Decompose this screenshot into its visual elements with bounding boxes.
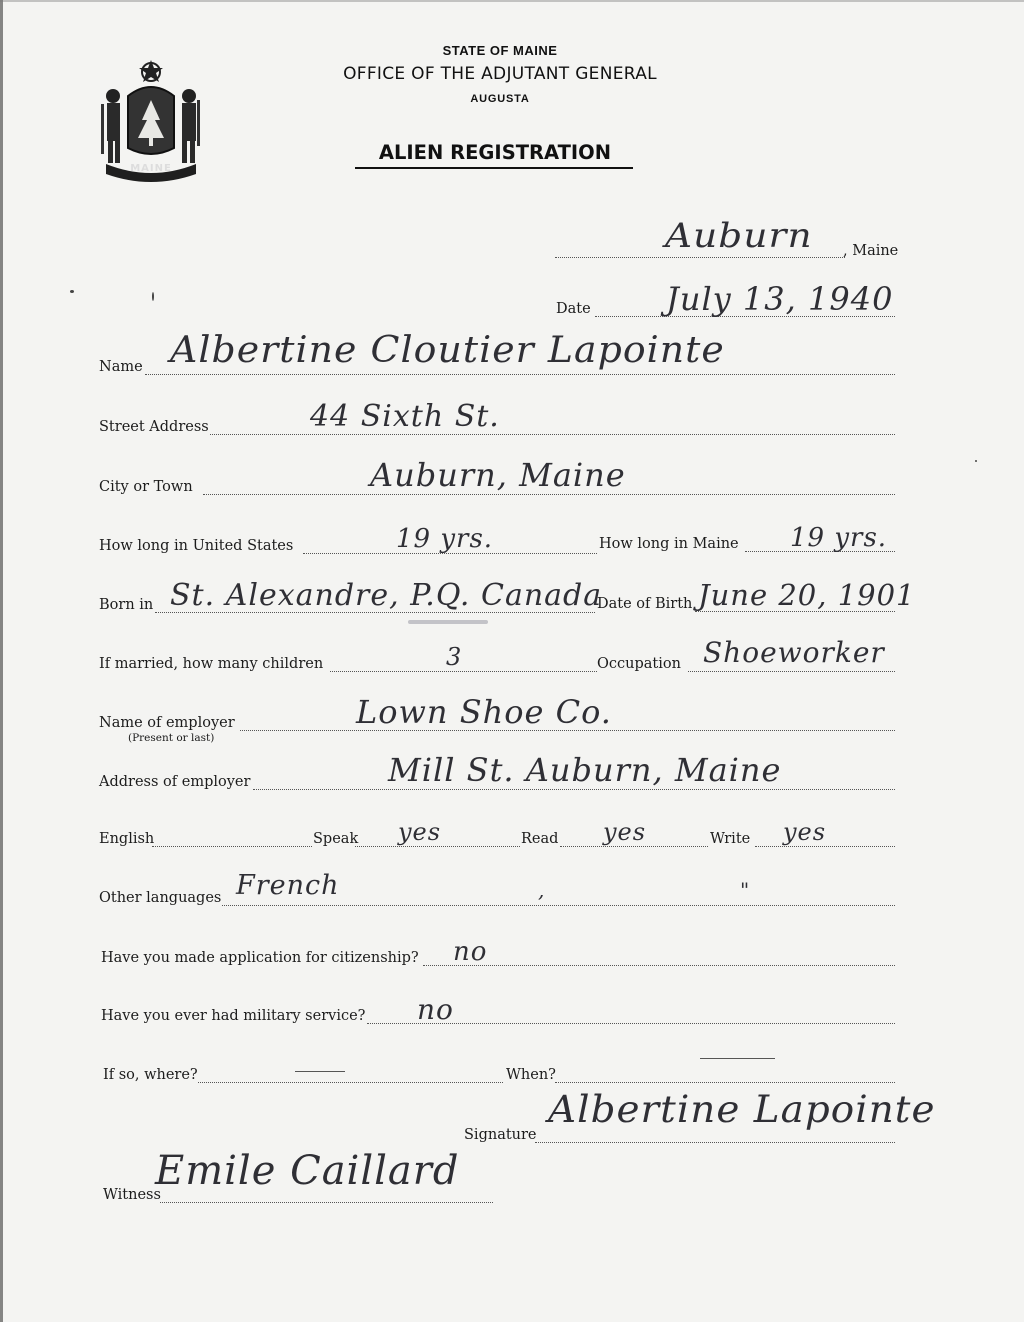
ditto-mark-2: " — [740, 878, 751, 902]
name-line — [145, 374, 895, 375]
occupation-value: Shoeworker — [703, 636, 885, 669]
street-label: Street Address — [99, 419, 209, 435]
employer-address-label: Address of employer — [99, 774, 251, 790]
city-line — [203, 494, 895, 495]
employer-label: Name of employer — [99, 715, 235, 731]
employer-value: Lown Shoe Co. — [356, 693, 612, 731]
when-line — [555, 1082, 895, 1083]
scan-edge-top — [0, 0, 1024, 2]
scan-speck — [975, 460, 977, 462]
eraser-smudge — [408, 620, 488, 624]
military-label: Have you ever had military service? — [101, 1008, 366, 1024]
seal-motto: MAINE — [130, 163, 172, 174]
scan-speck — [152, 292, 154, 301]
citizenship-label: Have you made application for citizenship? — [101, 950, 419, 966]
military-value: no — [417, 993, 454, 1026]
dob-value: June 20, 1901 — [698, 578, 916, 612]
place-value: Auburn — [665, 216, 813, 256]
city-heading: AUGUSTA — [470, 93, 530, 105]
occupation-line — [688, 671, 895, 672]
witness-line — [160, 1202, 493, 1203]
witness-label: Witness — [103, 1187, 161, 1203]
name-label: Name — [99, 359, 143, 375]
write-line — [755, 846, 895, 847]
read-line — [560, 846, 708, 847]
write-value: yes — [783, 818, 827, 846]
employer-sublabel: (Present or last) — [128, 732, 215, 744]
maine-duration-label: How long in Maine — [599, 536, 739, 552]
when-label: When? — [506, 1067, 556, 1083]
children-label: If married, how many children — [99, 656, 324, 672]
when-dash — [700, 1058, 775, 1059]
employer-address-value: Mill St. Auburn, Maine — [388, 751, 782, 789]
read-label: Read — [521, 831, 559, 847]
citizenship-value: no — [453, 937, 488, 967]
scan-speck — [70, 290, 74, 293]
city-label: City or Town — [99, 479, 193, 495]
ditto-mark-1: , — [538, 878, 546, 902]
signature-value: Albertine Lapointe — [548, 1088, 936, 1131]
date-label: Date — [556, 301, 591, 317]
title-underline — [355, 167, 633, 169]
witness-value: Emile Caillard — [155, 1148, 460, 1194]
write-label: Write — [710, 831, 751, 847]
us-duration-label: How long in United States — [99, 538, 294, 554]
english-line — [152, 846, 312, 847]
birthplace-value: St. Alexandre, P.Q. Canada — [170, 578, 603, 613]
birthplace-label: Born in — [99, 597, 154, 613]
children-value: 3 — [446, 643, 463, 671]
place-suffix: , Maine — [843, 243, 899, 259]
speak-value: yes — [398, 818, 442, 846]
children-line — [330, 671, 597, 672]
other-languages-label: Other languages — [99, 890, 222, 906]
where-label: If so, where? — [103, 1067, 198, 1083]
speak-line — [355, 846, 520, 847]
read-value: yes — [603, 818, 647, 846]
dob-label: Date of Birth — [597, 596, 693, 612]
english-label: English — [99, 831, 155, 847]
office-heading: OFFICE OF THE ADJUTANT GENERAL — [343, 64, 657, 84]
other-languages-value: French — [236, 870, 340, 901]
citizenship-line — [423, 965, 895, 966]
scan-edge — [0, 0, 3, 1322]
place-line — [555, 257, 845, 258]
date-value: July 13, 1940 — [666, 280, 894, 318]
us-duration-value: 19 yrs. — [396, 524, 494, 554]
employer-address-line — [253, 789, 895, 790]
city-value: Auburn, Maine — [370, 456, 626, 494]
signature-line — [535, 1142, 895, 1143]
other-languages-line — [222, 905, 895, 906]
form-title: ALIEN REGISTRATION — [378, 141, 612, 164]
speak-label: Speak — [313, 831, 359, 847]
where-dash — [295, 1071, 345, 1072]
street-value: 44 Sixth St. — [310, 399, 500, 434]
signature-label: Signature — [464, 1127, 537, 1143]
name-value: Albertine Cloutier Lapointe — [170, 330, 725, 371]
state-heading: STATE OF MAINE — [442, 43, 558, 58]
maine-duration-value: 19 yrs. — [790, 523, 888, 553]
street-line — [210, 434, 895, 435]
occupation-label: Occupation — [597, 656, 681, 672]
where-line — [198, 1082, 503, 1083]
